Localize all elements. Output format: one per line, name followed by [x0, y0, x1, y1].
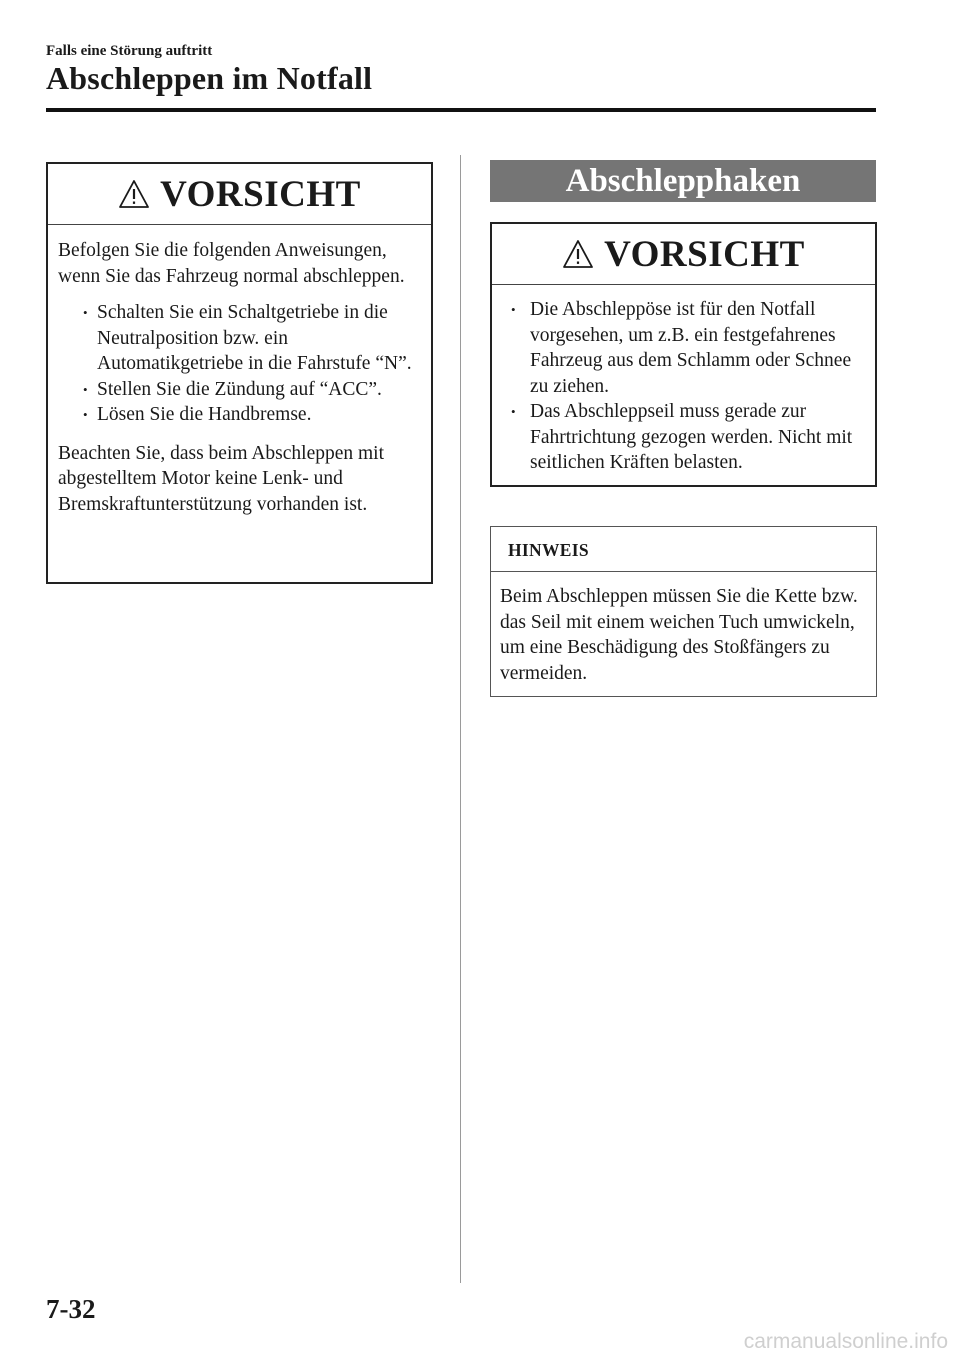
page-number: 7-32	[46, 1294, 96, 1324]
caution-header	[492, 224, 875, 285]
title-rule	[46, 108, 876, 112]
section-label: Falls eine Störung auftritt	[46, 43, 213, 59]
caution-heading: VORSICHT	[160, 173, 361, 215]
bullet-item: • Lösen Sie die Handbremse.	[58, 402, 421, 428]
bullet-item: • Das Abschleppseil muss gerade zur Fahrtrichtung gezogen werden. Nicht mit seitlichen Kräften belasten.	[492, 399, 867, 476]
note-box	[490, 526, 877, 697]
subsection-heading: Abschlepphaken	[490, 160, 876, 202]
caution-heading: VORSICHT	[604, 233, 805, 275]
caution-intro: Befolgen Sie die folgenden Anweisungen, wenn Sie das Fahrzeug normal abschleppen.	[58, 240, 405, 287]
caution-box-left	[46, 162, 433, 584]
page-title: Abschleppen im Notfall	[46, 60, 373, 96]
watermark: carmanualsonline.info	[743, 1330, 948, 1353]
note-text: Beim Abschleppen müssen Sie die Kette bzw. das Seil mit einem weichen Tuch umwickeln, um eine Beschädigung des Stoßfängers zu vermeiden.	[500, 586, 858, 684]
warning-triangle-icon	[118, 179, 150, 209]
caution-outro: Beachten Sie, dass beim Abschleppen mit abgestelltem Motor keine Lenk- und Bremskraftunterstützung vorhanden ist.	[58, 442, 385, 515]
caution-box-right	[490, 222, 877, 487]
bullet-item: • Schalten Sie ein Schaltgetriebe in die Neutralposition bzw. ein Automatikgetriebe in die Fahrstufe “N”.	[58, 300, 421, 377]
bullet-item: • Stellen Sie die Zündung auf “ACC”.	[58, 377, 421, 403]
caution-header	[48, 164, 431, 225]
warning-triangle-icon	[562, 239, 594, 269]
note-heading: HINWEIS	[491, 527, 876, 572]
bullet-item: • Die Abschleppöse ist für den Notfall vorgesehen, um z.B. ein festgefahrenes Fahrzeug aus dem Schlamm oder Schnee zu ziehen.	[492, 297, 867, 399]
caution-bullet-list	[492, 297, 867, 476]
caution-bullet-list	[58, 300, 421, 428]
column-divider	[460, 155, 461, 1283]
